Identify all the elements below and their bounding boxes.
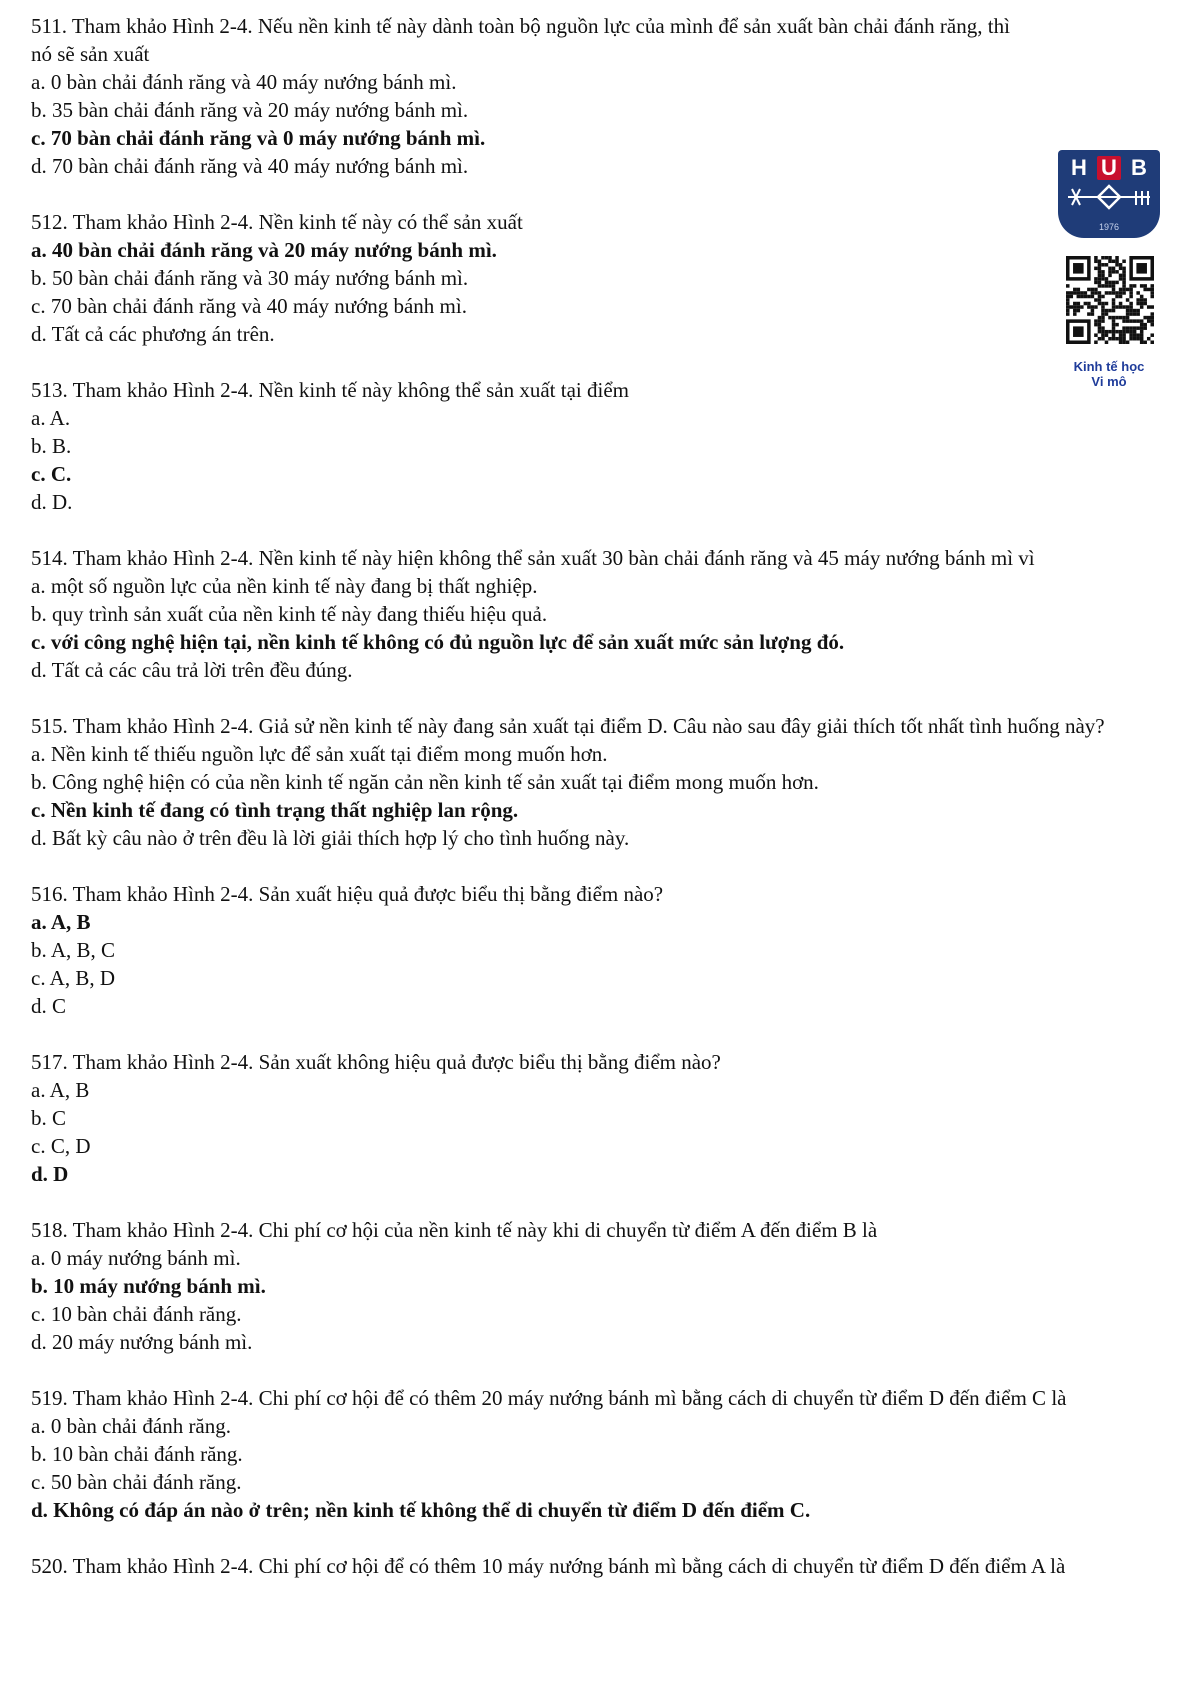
- answer-option: b. 35 bàn chải đánh răng và 20 máy nướng bánh mì.: [31, 98, 469, 122]
- answer-option-correct: b. 10 máy nướng bánh mì.: [31, 1274, 266, 1298]
- question-stem: 519. Tham khảo Hình 2-4. Chi phí cơ hội để có thêm 20 máy nướng bánh mì bằng cách di chuyển từ điểm D đến điểm C là: [31, 1386, 1067, 1410]
- answer-option: d. C: [31, 994, 67, 1018]
- answer-option: a. 0 bàn chải đánh răng và 40 máy nướng bánh mì.: [31, 70, 457, 94]
- answer-option: c. 70 bàn chải đánh răng và 40 máy nướng bánh mì.: [31, 294, 467, 318]
- logo-year: 1976: [1098, 222, 1120, 232]
- answer-option: a. A, B: [31, 1078, 90, 1102]
- question-block: [31, 376, 1161, 516]
- answer-option-correct: a. 40 bàn chải đánh răng và 20 máy nướng bánh mì.: [31, 238, 497, 262]
- answer-option: d. D.: [31, 490, 73, 514]
- answer-option: c. A, B, D: [31, 966, 115, 990]
- answer-option: b. 10 bàn chải đánh răng.: [31, 1442, 243, 1466]
- question-block: [31, 12, 1161, 180]
- answer-option: b. Công nghệ hiện có của nền kinh tế ngăn cản nền kinh tế sản xuất tại điểm mong muốn hơn.: [31, 770, 819, 794]
- answer-option: a. 0 bàn chải đánh răng.: [31, 1414, 232, 1438]
- question-stem: 517. Tham khảo Hình 2-4. Sản xuất không hiệu quả được biểu thị bằng điểm nào?: [31, 1050, 721, 1074]
- caption-line-2: Vi mô: [1091, 374, 1127, 389]
- logo-letter-u: U: [1097, 156, 1121, 180]
- answer-option: d. Tất cả các câu trả lời trên đều đúng.: [31, 658, 353, 682]
- answer-option-correct: c. C.: [31, 462, 72, 486]
- question-stem: 513. Tham khảo Hình 2-4. Nền kinh tế này không thể sản xuất tại điểm: [31, 378, 629, 402]
- answer-option-correct: d. D: [31, 1162, 69, 1186]
- answer-option: b. A, B, C: [31, 938, 116, 962]
- answer-option: b. B.: [31, 434, 72, 458]
- answer-option-correct: d. Không có đáp án nào ở trên; nền kinh tế không thể di chuyển từ điểm D đến điểm C.: [31, 1498, 811, 1522]
- answer-option-correct: a. A, B: [31, 910, 91, 934]
- hub-badge-icon: [1058, 150, 1160, 238]
- question-block: [31, 880, 1161, 1020]
- answer-option: d. Tất cả các phương án trên.: [31, 322, 275, 346]
- question-block: [31, 544, 1161, 684]
- question-stem: 515. Tham khảo Hình 2-4. Giả sử nền kinh tế này đang sản xuất tại điểm D. Câu nào sau đây giải thích tốt nhất tình huống này?: [31, 714, 1105, 738]
- answer-option: d. 70 bàn chải đánh răng và 40 máy nướng bánh mì.: [31, 154, 469, 178]
- caption-line-1: Kinh tế học: [1073, 359, 1145, 374]
- answer-option-correct: c. Nền kinh tế đang có tình trạng thất nghiệp lan rộng.: [31, 798, 519, 822]
- question-block: [31, 1216, 1161, 1356]
- logo-letter-b: B: [1131, 155, 1147, 180]
- question-stem: 518. Tham khảo Hình 2-4. Chi phí cơ hội của nền kinh tế này khi di chuyển từ điểm A đến điểm B là: [31, 1218, 878, 1242]
- answer-option: d. 20 máy nướng bánh mì.: [31, 1330, 253, 1354]
- emblem-icon: [1058, 183, 1160, 213]
- answer-option: a. A.: [31, 406, 71, 430]
- question-stem: 520. Tham khảo Hình 2-4. Chi phí cơ hội để có thêm 10 máy nướng bánh mì bằng cách di chuyển từ điểm D đến điểm A là: [31, 1554, 1066, 1578]
- question-document: [31, 12, 1161, 1608]
- logo-caption: [1058, 359, 1160, 389]
- answer-option: a. 0 máy nướng bánh mì.: [31, 1246, 241, 1270]
- question-block: [31, 1384, 1161, 1524]
- answer-option: b. quy trình sản xuất của nền kinh tế này đang thiếu hiệu quả.: [31, 602, 548, 626]
- answer-option-correct: c. với công nghệ hiện tại, nền kinh tế không có đủ nguồn lực để sản xuất mức sản lượng đó.: [31, 630, 845, 654]
- answer-option: c. C, D: [31, 1134, 91, 1158]
- answer-option: c. 10 bàn chải đánh răng.: [31, 1302, 242, 1326]
- answer-option: c. 50 bàn chải đánh răng.: [31, 1470, 242, 1494]
- question-block: [31, 1552, 1161, 1580]
- question-block: [31, 712, 1161, 852]
- answer-option: a. một số nguồn lực của nền kinh tế này đang bị thất nghiệp.: [31, 574, 538, 598]
- answer-option: a. Nền kinh tế thiếu nguồn lực để sản xuất tại điểm mong muốn hơn.: [31, 742, 608, 766]
- logo-letter-h: H: [1071, 155, 1087, 180]
- question-stem: 514. Tham khảo Hình 2-4. Nền kinh tế này hiện không thể sản xuất 30 bàn chải đánh răng và 45 máy nướng bánh mì vì: [31, 546, 1035, 570]
- answer-option: d. Bất kỳ câu nào ở trên đều là lời giải thích hợp lý cho tình huống này.: [31, 826, 630, 850]
- question-stem: 511. Tham khảo Hình 2-4. Nếu nền kinh tế này dành toàn bộ nguồn lực của mình để sản xuất bàn chải đánh răng, thì nó sẽ sản xuất: [31, 14, 1010, 66]
- question-stem: 516. Tham khảo Hình 2-4. Sản xuất hiệu quả được biểu thị bằng điểm nào?: [31, 882, 664, 906]
- answer-option: b. 50 bàn chải đánh răng và 30 máy nướng bánh mì.: [31, 266, 469, 290]
- question-block: [31, 208, 1161, 348]
- answer-option: b. C: [31, 1106, 67, 1130]
- question-stem: 512. Tham khảo Hình 2-4. Nền kinh tế này có thể sản xuất: [31, 210, 523, 234]
- answer-option-correct: c. 70 bàn chải đánh răng và 0 máy nướng bánh mì.: [31, 126, 486, 150]
- question-block: [31, 1048, 1161, 1188]
- hub-logo: [1058, 150, 1160, 389]
- qr-code-icon: [1066, 256, 1154, 344]
